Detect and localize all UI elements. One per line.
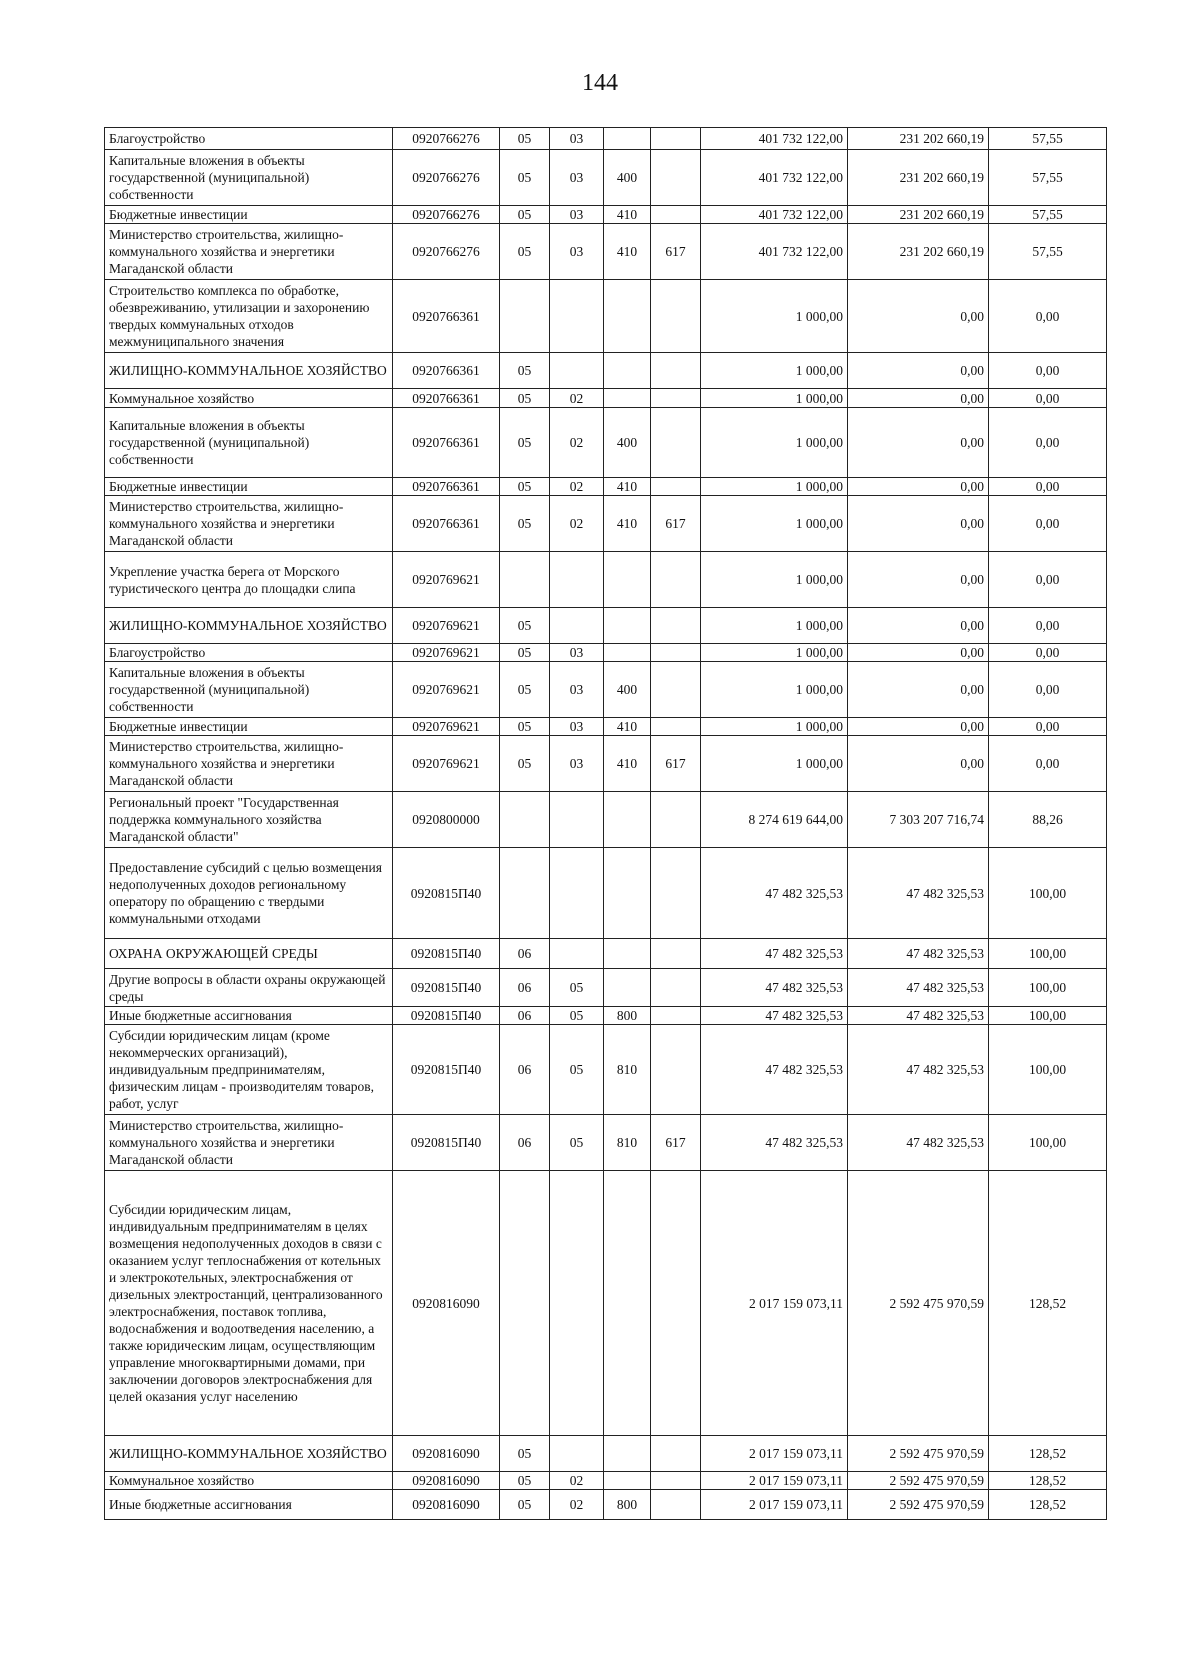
cell-section: 05 — [500, 389, 550, 408]
cell-name: Предоставление субсидий с целью возмещения недополученных доходов региональному оператору по обращению с твердыми коммунальными отходами — [105, 848, 393, 939]
cell-name: Капитальные вложения в объекты государственной (муниципальной) собственности — [105, 662, 393, 718]
cell-subsection: 03 — [550, 662, 604, 718]
cell-planned: 401 732 122,00 — [701, 206, 848, 224]
table-row — [105, 1115, 1107, 1171]
cell-percent: 0,00 — [989, 552, 1107, 608]
cell-target-code: 0920769621 — [393, 718, 500, 736]
table-row — [105, 389, 1107, 408]
cell-target-code: 0920766276 — [393, 206, 500, 224]
cell-section — [500, 848, 550, 939]
cell-name: Бюджетные инвестиции — [105, 718, 393, 736]
table-row — [105, 718, 1107, 736]
cell-target-code: 0920769621 — [393, 644, 500, 662]
cell-expense-type — [604, 1436, 651, 1472]
cell-percent: 100,00 — [989, 1007, 1107, 1025]
cell-planned: 2 017 159 073,11 — [701, 1436, 848, 1472]
table-row — [105, 644, 1107, 662]
cell-subsection — [550, 608, 604, 644]
cell-expense-type: 800 — [604, 1007, 651, 1025]
table-row — [105, 848, 1107, 939]
cell-administrator — [651, 408, 701, 478]
cell-subsection: 05 — [550, 969, 604, 1007]
cell-section: 05 — [500, 496, 550, 552]
cell-name: ЖИЛИЩНО-КОММУНАЛЬНОЕ ХОЗЯЙСТВО — [105, 608, 393, 644]
cell-expense-type — [604, 353, 651, 389]
cell-section: 05 — [500, 1490, 550, 1520]
cell-name: ЖИЛИЩНО-КОММУНАЛЬНОЕ ХОЗЯЙСТВО — [105, 1436, 393, 1472]
cell-percent: 0,00 — [989, 478, 1107, 496]
cell-planned: 2 017 159 073,11 — [701, 1472, 848, 1490]
cell-name: Капитальные вложения в объекты государственной (муниципальной) собственности — [105, 150, 393, 206]
cell-expense-type — [604, 792, 651, 848]
table-row — [105, 1436, 1107, 1472]
cell-planned: 1 000,00 — [701, 608, 848, 644]
cell-planned: 2 017 159 073,11 — [701, 1171, 848, 1436]
cell-expense-type: 410 — [604, 478, 651, 496]
cell-expense-type — [604, 644, 651, 662]
table-row — [105, 206, 1107, 224]
cell-section: 06 — [500, 1025, 550, 1115]
cell-target-code: 0920800000 — [393, 792, 500, 848]
cell-expense-type: 400 — [604, 662, 651, 718]
cell-administrator — [651, 353, 701, 389]
cell-percent: 0,00 — [989, 718, 1107, 736]
cell-target-code: 0920816090 — [393, 1490, 500, 1520]
cell-expense-type: 810 — [604, 1025, 651, 1115]
cell-executed: 231 202 660,19 — [848, 128, 989, 150]
cell-administrator: 617 — [651, 224, 701, 280]
cell-executed: 0,00 — [848, 408, 989, 478]
cell-administrator — [651, 1436, 701, 1472]
cell-expense-type — [604, 280, 651, 353]
cell-section: 06 — [500, 969, 550, 1007]
cell-planned: 1 000,00 — [701, 353, 848, 389]
cell-name: ЖИЛИЩНО-КОММУНАЛЬНОЕ ХОЗЯЙСТВО — [105, 353, 393, 389]
cell-section — [500, 280, 550, 353]
cell-name: Министерство строительства, жилищно-коммунального хозяйства и энергетики Магаданской области — [105, 736, 393, 792]
cell-planned: 1 000,00 — [701, 644, 848, 662]
cell-executed: 0,00 — [848, 608, 989, 644]
cell-section — [500, 792, 550, 848]
cell-percent: 0,00 — [989, 496, 1107, 552]
table-row — [105, 792, 1107, 848]
cell-administrator — [651, 792, 701, 848]
cell-administrator — [651, 389, 701, 408]
cell-section: 06 — [500, 1007, 550, 1025]
cell-target-code: 0920766361 — [393, 478, 500, 496]
cell-administrator — [651, 1007, 701, 1025]
cell-target-code: 0920766276 — [393, 128, 500, 150]
cell-subsection: 02 — [550, 408, 604, 478]
cell-executed: 2 592 475 970,59 — [848, 1490, 989, 1520]
cell-expense-type — [604, 552, 651, 608]
cell-subsection: 02 — [550, 389, 604, 408]
cell-name: Иные бюджетные ассигнования — [105, 1007, 393, 1025]
cell-name: Министерство строительства, жилищно-коммунального хозяйства и энергетики Магаданской области — [105, 496, 393, 552]
cell-subsection — [550, 1171, 604, 1436]
cell-planned: 47 482 325,53 — [701, 848, 848, 939]
table-row — [105, 1171, 1107, 1436]
cell-executed: 47 482 325,53 — [848, 939, 989, 969]
cell-administrator — [651, 206, 701, 224]
table-row — [105, 478, 1107, 496]
cell-subsection: 02 — [550, 496, 604, 552]
cell-administrator — [651, 1025, 701, 1115]
cell-section: 05 — [500, 206, 550, 224]
cell-percent: 0,00 — [989, 353, 1107, 389]
table-row — [105, 939, 1107, 969]
budget-table — [104, 127, 1107, 1520]
cell-expense-type — [604, 1472, 651, 1490]
table-row — [105, 408, 1107, 478]
cell-executed: 0,00 — [848, 280, 989, 353]
cell-administrator — [651, 280, 701, 353]
cell-target-code: 0920766361 — [393, 353, 500, 389]
cell-subsection — [550, 792, 604, 848]
cell-target-code: 0920816090 — [393, 1436, 500, 1472]
table-row — [105, 969, 1107, 1007]
cell-planned: 47 482 325,53 — [701, 1025, 848, 1115]
table-row — [105, 1025, 1107, 1115]
cell-section: 06 — [500, 939, 550, 969]
cell-section: 05 — [500, 150, 550, 206]
cell-subsection: 03 — [550, 718, 604, 736]
table-row — [105, 608, 1107, 644]
cell-target-code: 0920816090 — [393, 1472, 500, 1490]
page-number: 144 — [582, 70, 618, 96]
cell-section — [500, 552, 550, 608]
cell-administrator — [651, 128, 701, 150]
cell-subsection: 03 — [550, 206, 604, 224]
cell-planned: 1 000,00 — [701, 552, 848, 608]
cell-planned: 47 482 325,53 — [701, 1007, 848, 1025]
cell-percent: 128,52 — [989, 1490, 1107, 1520]
cell-executed: 47 482 325,53 — [848, 969, 989, 1007]
cell-executed: 231 202 660,19 — [848, 224, 989, 280]
table-row — [105, 662, 1107, 718]
cell-percent: 0,00 — [989, 736, 1107, 792]
cell-target-code: 0920769621 — [393, 736, 500, 792]
cell-executed: 47 482 325,53 — [848, 848, 989, 939]
cell-percent: 100,00 — [989, 848, 1107, 939]
cell-target-code: 0920766361 — [393, 389, 500, 408]
cell-percent: 57,55 — [989, 128, 1107, 150]
table-row — [105, 128, 1107, 150]
cell-expense-type — [604, 1171, 651, 1436]
cell-executed: 0,00 — [848, 552, 989, 608]
cell-expense-type: 400 — [604, 150, 651, 206]
cell-target-code: 0920766276 — [393, 150, 500, 206]
cell-administrator: 617 — [651, 1115, 701, 1171]
cell-name: Коммунальное хозяйство — [105, 1472, 393, 1490]
cell-planned: 1 000,00 — [701, 736, 848, 792]
cell-subsection — [550, 939, 604, 969]
cell-executed: 0,00 — [848, 736, 989, 792]
cell-subsection — [550, 552, 604, 608]
cell-name: Министерство строительства, жилищно-коммунального хозяйства и энергетики Магаданской области — [105, 1115, 393, 1171]
cell-percent: 0,00 — [989, 389, 1107, 408]
cell-planned: 47 482 325,53 — [701, 939, 848, 969]
cell-executed: 231 202 660,19 — [848, 150, 989, 206]
table-row — [105, 280, 1107, 353]
cell-target-code: 0920815П40 — [393, 969, 500, 1007]
cell-expense-type: 410 — [604, 496, 651, 552]
cell-expense-type: 410 — [604, 736, 651, 792]
table-row — [105, 1472, 1107, 1490]
cell-expense-type: 410 — [604, 224, 651, 280]
cell-section: 05 — [500, 1472, 550, 1490]
table-row — [105, 496, 1107, 552]
cell-administrator — [651, 644, 701, 662]
cell-administrator — [651, 608, 701, 644]
cell-executed: 0,00 — [848, 389, 989, 408]
cell-expense-type: 410 — [604, 206, 651, 224]
cell-executed: 47 482 325,53 — [848, 1025, 989, 1115]
cell-target-code: 0920815П40 — [393, 1115, 500, 1171]
cell-target-code: 0920815П40 — [393, 1025, 500, 1115]
cell-name: Иные бюджетные ассигнования — [105, 1490, 393, 1520]
cell-administrator — [651, 552, 701, 608]
cell-section: 05 — [500, 644, 550, 662]
table-row — [105, 353, 1107, 389]
table-row — [105, 552, 1107, 608]
table-row — [105, 736, 1107, 792]
cell-percent: 57,55 — [989, 224, 1107, 280]
cell-name: Строительство комплекса по обработке, обезвреживанию, утилизации и захоронению твердых коммунальных отходов межмуниципального значения — [105, 280, 393, 353]
cell-administrator — [651, 1472, 701, 1490]
cell-name: ОХРАНА ОКРУЖАЮЩЕЙ СРЕДЫ — [105, 939, 393, 969]
cell-expense-type — [604, 939, 651, 969]
cell-percent: 100,00 — [989, 939, 1107, 969]
cell-planned: 401 732 122,00 — [701, 150, 848, 206]
cell-section — [500, 1171, 550, 1436]
cell-administrator: 617 — [651, 736, 701, 792]
cell-subsection: 03 — [550, 128, 604, 150]
cell-administrator — [651, 478, 701, 496]
cell-expense-type — [604, 128, 651, 150]
cell-planned: 8 274 619 644,00 — [701, 792, 848, 848]
cell-name: Другие вопросы в области охраны окружающей среды — [105, 969, 393, 1007]
cell-target-code: 0920769621 — [393, 662, 500, 718]
cell-target-code: 0920815П40 — [393, 848, 500, 939]
cell-subsection: 05 — [550, 1007, 604, 1025]
cell-percent: 100,00 — [989, 1115, 1107, 1171]
cell-administrator — [651, 848, 701, 939]
cell-executed: 2 592 475 970,59 — [848, 1472, 989, 1490]
table-row — [105, 224, 1107, 280]
cell-executed: 2 592 475 970,59 — [848, 1436, 989, 1472]
cell-subsection: 05 — [550, 1115, 604, 1171]
cell-subsection: 03 — [550, 736, 604, 792]
cell-section: 05 — [500, 478, 550, 496]
cell-expense-type — [604, 608, 651, 644]
cell-target-code: 0920815П40 — [393, 939, 500, 969]
cell-subsection — [550, 1436, 604, 1472]
cell-target-code: 0920769621 — [393, 552, 500, 608]
cell-planned: 47 482 325,53 — [701, 969, 848, 1007]
cell-subsection: 02 — [550, 1490, 604, 1520]
table-row — [105, 150, 1107, 206]
cell-administrator — [651, 718, 701, 736]
cell-planned: 1 000,00 — [701, 718, 848, 736]
cell-percent: 88,26 — [989, 792, 1107, 848]
cell-target-code: 0920766361 — [393, 408, 500, 478]
table-body — [105, 128, 1107, 1520]
cell-executed: 231 202 660,19 — [848, 206, 989, 224]
cell-administrator — [651, 1171, 701, 1436]
cell-planned: 1 000,00 — [701, 662, 848, 718]
cell-subsection: 02 — [550, 1472, 604, 1490]
cell-percent: 57,55 — [989, 150, 1107, 206]
cell-expense-type: 810 — [604, 1115, 651, 1171]
cell-executed: 0,00 — [848, 662, 989, 718]
cell-planned: 401 732 122,00 — [701, 224, 848, 280]
cell-section: 05 — [500, 128, 550, 150]
cell-executed: 0,00 — [848, 496, 989, 552]
cell-subsection — [550, 848, 604, 939]
cell-target-code: 0920769621 — [393, 608, 500, 644]
cell-name: Укрепление участка берега от Морского туристического центра до площадки слипа — [105, 552, 393, 608]
cell-name: Субсидии юридическим лицам (кроме некоммерческих организаций), индивидуальным предпринимателям, физическим лицам - производителям товаров, работ, услуг — [105, 1025, 393, 1115]
cell-percent: 128,52 — [989, 1472, 1107, 1490]
cell-expense-type — [604, 848, 651, 939]
cell-subsection: 02 — [550, 478, 604, 496]
cell-planned: 401 732 122,00 — [701, 128, 848, 150]
cell-name: Капитальные вложения в объекты государственной (муниципальной) собственности — [105, 408, 393, 478]
cell-expense-type — [604, 389, 651, 408]
cell-expense-type — [604, 969, 651, 1007]
cell-percent: 0,00 — [989, 280, 1107, 353]
cell-target-code: 0920816090 — [393, 1171, 500, 1436]
cell-percent: 0,00 — [989, 408, 1107, 478]
cell-section: 05 — [500, 736, 550, 792]
cell-percent: 0,00 — [989, 644, 1107, 662]
cell-section: 05 — [500, 608, 550, 644]
cell-percent: 128,52 — [989, 1436, 1107, 1472]
cell-name: Министерство строительства, жилищно-коммунального хозяйства и энергетики Магаданской области — [105, 224, 393, 280]
cell-planned: 2 017 159 073,11 — [701, 1490, 848, 1520]
cell-percent: 57,55 — [989, 206, 1107, 224]
cell-section: 05 — [500, 408, 550, 478]
cell-planned: 47 482 325,53 — [701, 1115, 848, 1171]
cell-executed: 7 303 207 716,74 — [848, 792, 989, 848]
cell-name: Благоустройство — [105, 644, 393, 662]
cell-planned: 1 000,00 — [701, 478, 848, 496]
cell-section: 05 — [500, 718, 550, 736]
cell-target-code: 0920766361 — [393, 280, 500, 353]
cell-section: 05 — [500, 1436, 550, 1472]
cell-administrator: 617 — [651, 496, 701, 552]
cell-planned: 1 000,00 — [701, 389, 848, 408]
cell-executed: 0,00 — [848, 718, 989, 736]
cell-target-code: 0920815П40 — [393, 1007, 500, 1025]
cell-target-code: 0920766276 — [393, 224, 500, 280]
cell-name: Бюджетные инвестиции — [105, 206, 393, 224]
cell-executed: 2 592 475 970,59 — [848, 1171, 989, 1436]
cell-executed: 0,00 — [848, 644, 989, 662]
cell-percent: 100,00 — [989, 969, 1107, 1007]
cell-expense-type: 410 — [604, 718, 651, 736]
table-row — [105, 1490, 1107, 1520]
cell-planned: 1 000,00 — [701, 280, 848, 353]
cell-planned: 1 000,00 — [701, 408, 848, 478]
cell-name: Субсидии юридическим лицам, индивидуальным предпринимателям в целях возмещения недополученных доходов в связи с оказанием услуг теплоснабжения от котельных и электрокотельных, электроснабжения от дизельных электростанций, централизованного электроснабжения, поставок топлива, водоснабжения и водоотведения населению, а также юридическим лицам, осуществляющим управление многоквартирными домами, при заключении договоров электроснабжения для целей оказания услуг населению — [105, 1171, 393, 1436]
cell-administrator — [651, 1490, 701, 1520]
cell-section: 06 — [500, 1115, 550, 1171]
cell-subsection: 05 — [550, 1025, 604, 1115]
cell-section: 05 — [500, 353, 550, 389]
cell-subsection: 03 — [550, 224, 604, 280]
cell-subsection — [550, 353, 604, 389]
cell-executed: 0,00 — [848, 353, 989, 389]
cell-expense-type: 400 — [604, 408, 651, 478]
cell-name: Коммунальное хозяйство — [105, 389, 393, 408]
cell-subsection: 03 — [550, 644, 604, 662]
cell-administrator — [651, 939, 701, 969]
cell-expense-type: 800 — [604, 1490, 651, 1520]
cell-target-code: 0920766361 — [393, 496, 500, 552]
cell-name: Региональный проект "Государственная поддержка коммунального хозяйства Магаданской области" — [105, 792, 393, 848]
cell-administrator — [651, 150, 701, 206]
cell-subsection — [550, 280, 604, 353]
cell-section: 05 — [500, 224, 550, 280]
cell-planned: 1 000,00 — [701, 496, 848, 552]
cell-subsection: 03 — [550, 150, 604, 206]
cell-administrator — [651, 662, 701, 718]
cell-percent: 0,00 — [989, 662, 1107, 718]
cell-percent: 100,00 — [989, 1025, 1107, 1115]
cell-executed: 47 482 325,53 — [848, 1007, 989, 1025]
cell-section: 05 — [500, 662, 550, 718]
cell-executed: 47 482 325,53 — [848, 1115, 989, 1171]
table-row — [105, 1007, 1107, 1025]
cell-executed: 0,00 — [848, 478, 989, 496]
cell-percent: 0,00 — [989, 608, 1107, 644]
cell-name: Бюджетные инвестиции — [105, 478, 393, 496]
cell-name: Благоустройство — [105, 128, 393, 150]
cell-percent: 128,52 — [989, 1171, 1107, 1436]
cell-administrator — [651, 969, 701, 1007]
